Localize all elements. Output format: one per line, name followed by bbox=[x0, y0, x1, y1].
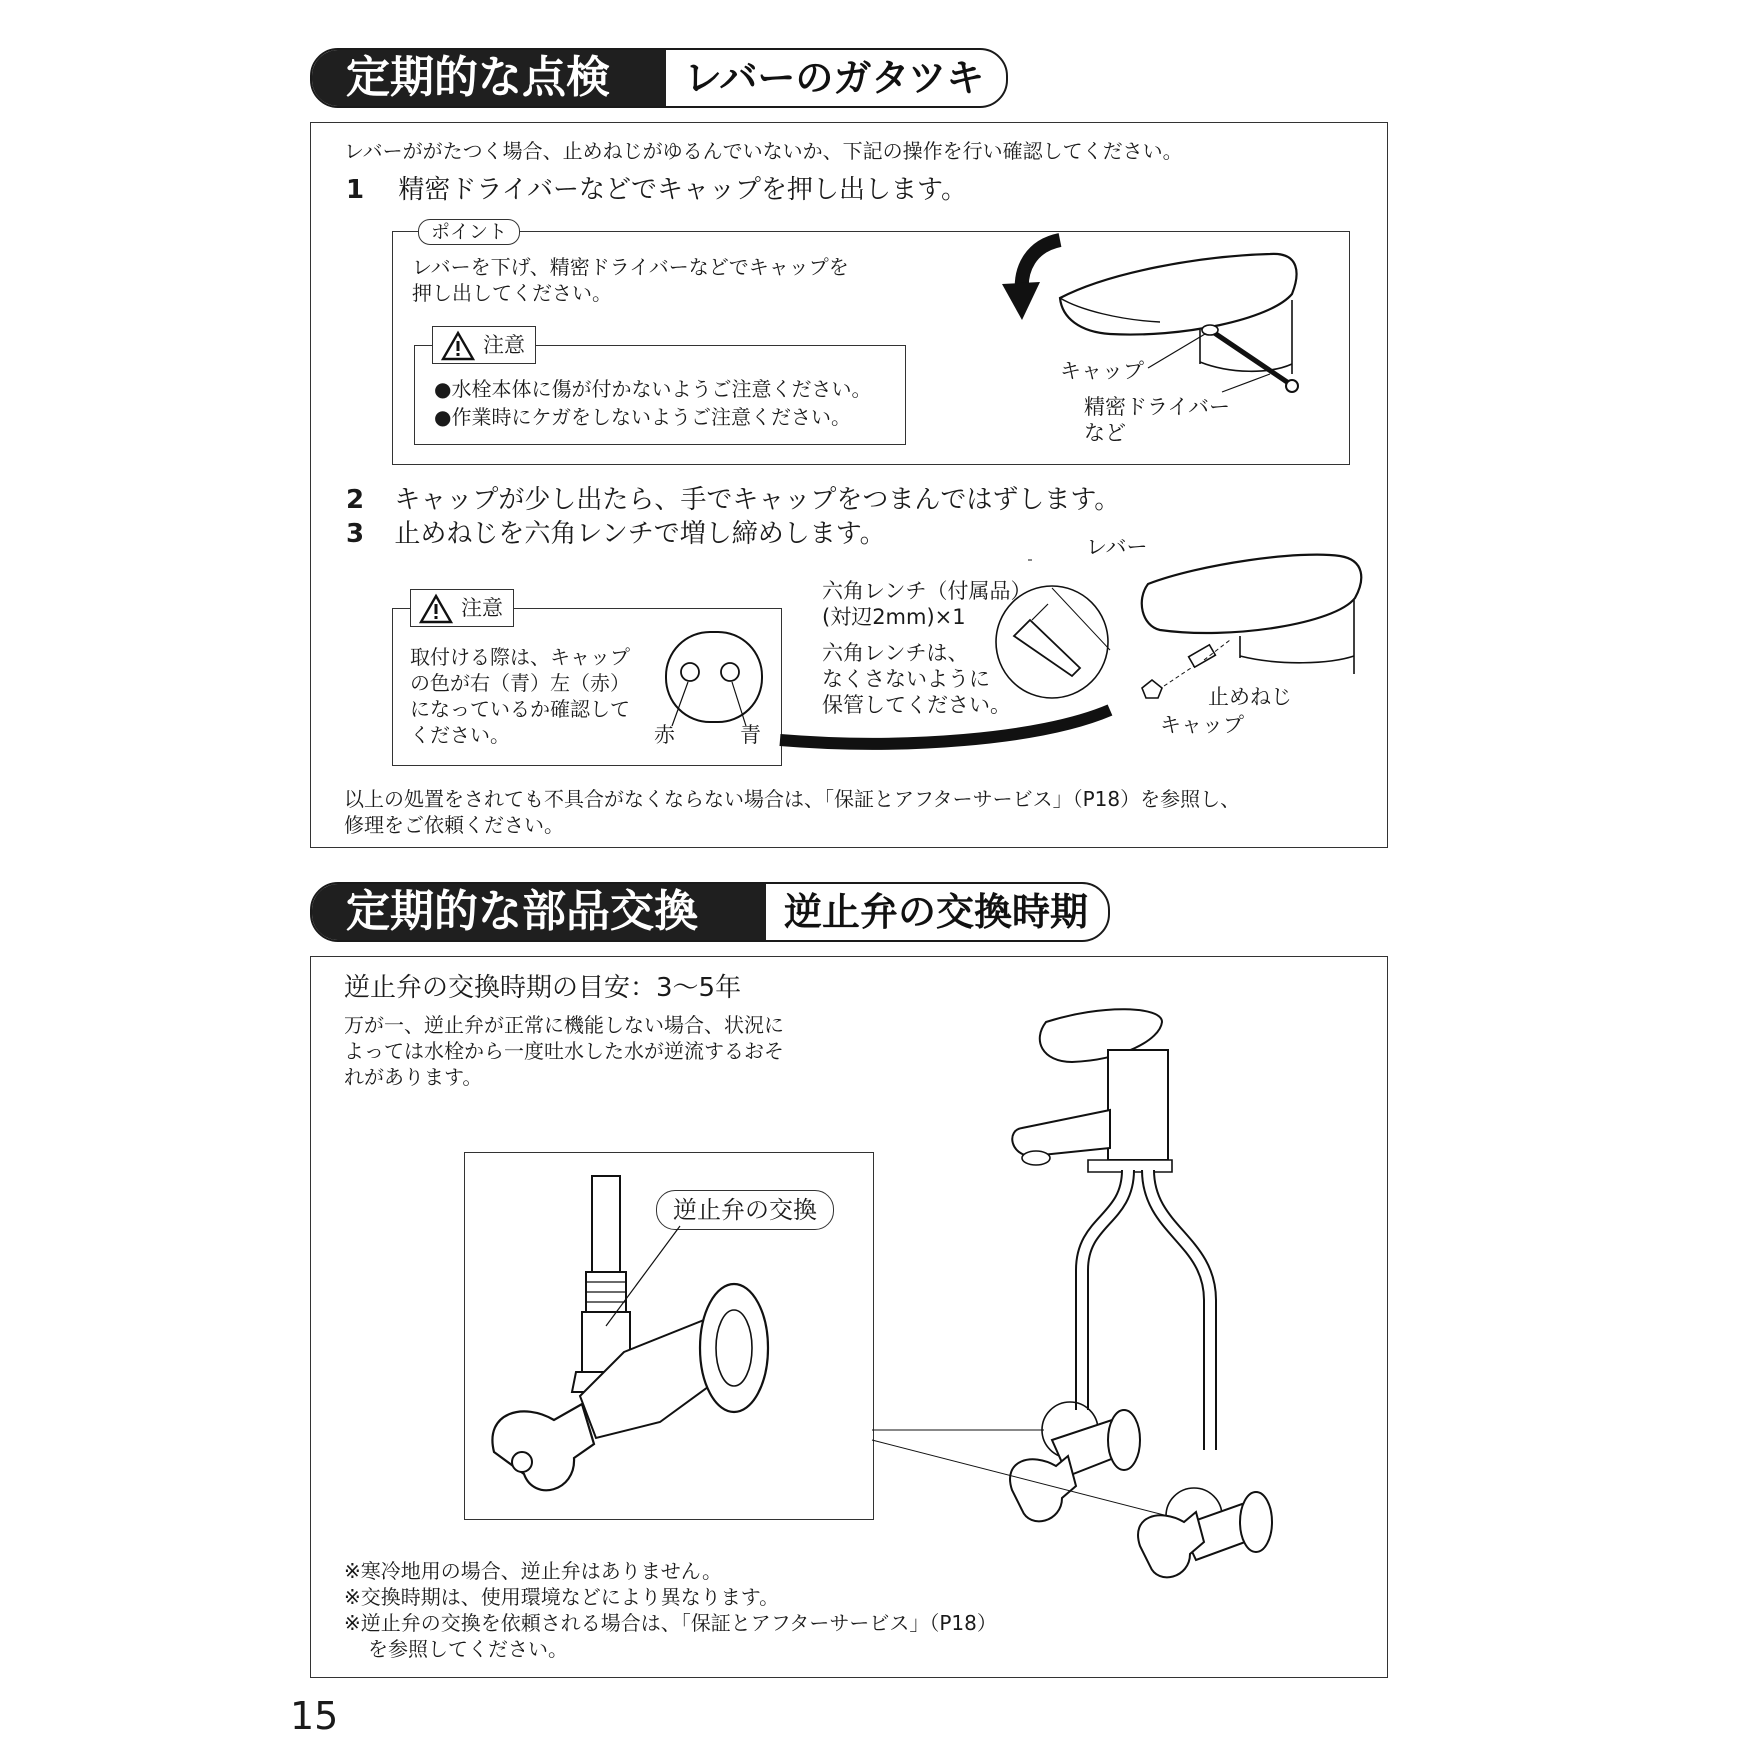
section2-heading: 逆止弁の交換時期の目安：3〜5年 bbox=[344, 973, 742, 1003]
section2-subtitle: 逆止弁の交換時期 bbox=[784, 890, 1089, 934]
cap-red-label: 赤 bbox=[654, 723, 675, 747]
step1-text: 精密ドライバーなどでキャップを押し出します。 bbox=[398, 175, 967, 205]
fig2-wrench-label1: 六角レンチ（付属品） bbox=[822, 579, 1032, 603]
cap-blue-label: 青 bbox=[740, 723, 761, 747]
fig1-driver-label1: 精密ドライバー bbox=[1084, 395, 1230, 419]
step3-text: 止めねじを六角レンチで増し締めします。 bbox=[394, 519, 886, 549]
section2-header bbox=[310, 882, 1110, 942]
point-line1: レバーを下げ、精密ドライバーなどでキャップを bbox=[412, 255, 849, 279]
caution2-line4: ください。 bbox=[410, 723, 510, 747]
section2-note4: を参照してください。 bbox=[368, 1637, 568, 1661]
warning-icon bbox=[441, 331, 475, 361]
section2-body3: れがあります。 bbox=[344, 1065, 483, 1089]
step2-text: キャップが少し出たら、手でキャップをつまんではずします。 bbox=[394, 485, 1121, 515]
fig2-cap-label: キャップ bbox=[1160, 713, 1244, 737]
section2-body1: 万が一、逆止弁が正常に機能しない場合、状況に bbox=[344, 1013, 784, 1037]
fig2-screw-label: 止めねじ bbox=[1208, 685, 1292, 709]
caution-label-2: 注意 bbox=[461, 596, 503, 620]
section1-title: 定期的な点検 bbox=[312, 50, 666, 106]
fig2-keep1: 六角レンチは、 bbox=[822, 641, 969, 665]
section1-intro: レバーががたつく場合、止めねじがゆるんでいないか、下記の操作を行い確認してください。 bbox=[344, 139, 1183, 163]
fig2-keep2: なくさないように bbox=[822, 667, 990, 691]
caution2-line1: 取付ける際は、キャップ bbox=[410, 645, 630, 669]
warning-icon bbox=[419, 594, 453, 624]
section2-note2: ※交換時期は、使用環境などにより異なります。 bbox=[344, 1585, 780, 1609]
caution-tab-1 bbox=[432, 326, 536, 364]
caution2-line2: の色が右（青）左（赤） bbox=[410, 671, 630, 695]
step2-number: 2 bbox=[346, 485, 365, 515]
page-number: 15 bbox=[290, 1694, 339, 1738]
caution1-bullet2: ●作業時にケガをしないようご注意ください。 bbox=[434, 405, 852, 429]
point-line2: 押し出してください。 bbox=[412, 281, 612, 305]
step1-number: 1 bbox=[346, 175, 365, 205]
fig2-lever-label: レバー bbox=[1086, 535, 1148, 559]
fig2-keep3: 保管してください。 bbox=[822, 693, 1011, 717]
detail-connector-lines bbox=[872, 1400, 1212, 1580]
fig2-wrench-label2: (対辺2mm)×1 bbox=[822, 605, 966, 629]
section1-header bbox=[310, 48, 1008, 108]
section1-subtitle: レバーのガタツキ bbox=[684, 56, 985, 100]
section2-body2: よっては水栓から一度吐水した水が逆流するおそ bbox=[344, 1039, 784, 1063]
caution2-line3: になっているか確認して bbox=[410, 697, 630, 721]
step2 bbox=[346, 484, 1120, 516]
callout-leader bbox=[600, 1226, 700, 1346]
section2-title: 定期的な部品交換 bbox=[312, 884, 766, 940]
check-valve-callout: 逆止弁の交換 bbox=[656, 1190, 834, 1230]
caution-label-1: 注意 bbox=[483, 333, 525, 357]
section1-footer2: 修理をご依頼ください。 bbox=[344, 813, 564, 837]
fig1-driver-label2: など bbox=[1084, 421, 1126, 445]
point-tag: ポイント bbox=[418, 219, 520, 245]
section2-note3: ※逆止弁の交換を依頼される場合は、「保証とアフターサービス」（P18） bbox=[344, 1611, 997, 1635]
section2-note1: ※寒冷地用の場合、逆止弁はありません。 bbox=[344, 1559, 722, 1583]
step1 bbox=[346, 174, 967, 206]
caution1-bullet1: ●水栓本体に傷が付かないようご注意ください。 bbox=[434, 377, 872, 401]
lever-driver-illustration bbox=[1000, 234, 1340, 454]
step3-number: 3 bbox=[346, 519, 365, 549]
section1-footer1: 以上の処置をされても不具合がなくならない場合は、「保証とアフターサービス」（P18）を参照し、 bbox=[344, 787, 1241, 811]
fig1-cap-label: キャップ bbox=[1060, 359, 1144, 383]
caution-tab-2 bbox=[410, 589, 514, 627]
